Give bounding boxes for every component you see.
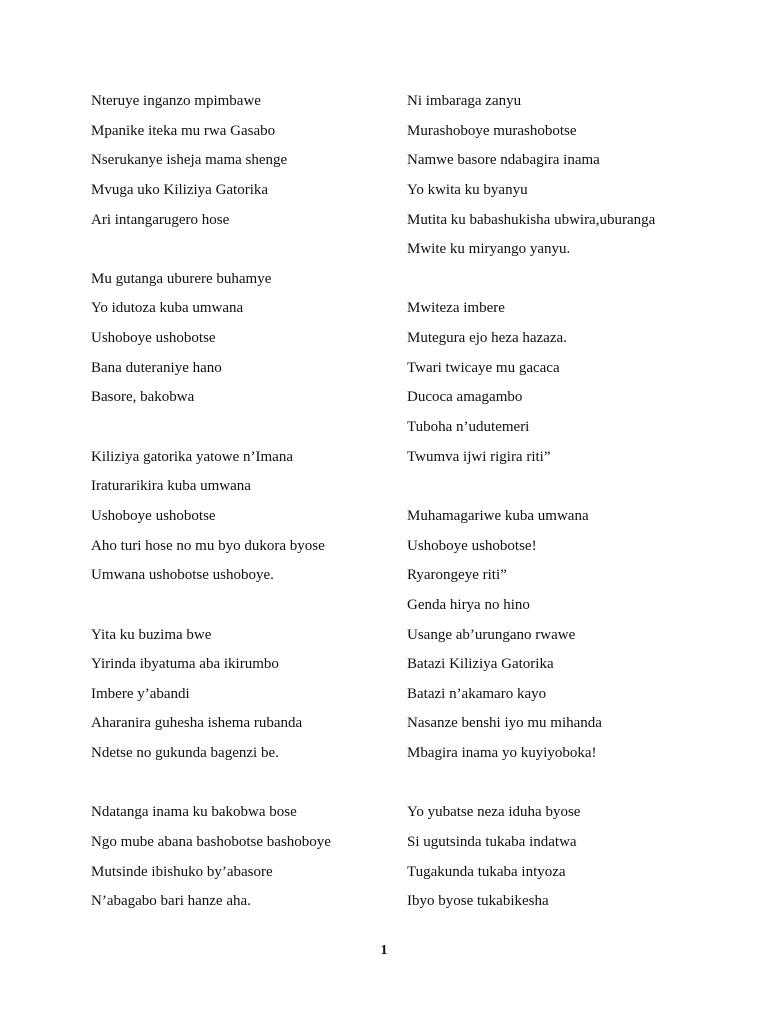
poem-line: Ushoboye ushobotse: [91, 330, 216, 347]
poem-line: Yirinda ibyatuma aba ikirumbo: [91, 656, 279, 673]
poem-line: Mu gutanga uburere buhamye: [91, 270, 272, 287]
poem-line: Imbere y’abandi: [91, 685, 190, 702]
poem-line: Si ugutsinda tukaba indatwa: [407, 834, 577, 851]
stanza-break: [91, 413, 421, 443]
poem-line: Ushoboye ushobotse!: [407, 537, 537, 554]
poem-line: Ushoboye ushobotse: [91, 507, 216, 524]
poem-line: Ryarongeye riti”: [407, 567, 507, 584]
poem-line: Ni imbaraga zanyu: [407, 93, 522, 109]
poem-line: Yo yubatse neza iduha byose: [407, 804, 581, 821]
poem-line: Muhamagariwe kuba umwana: [407, 507, 589, 524]
poem-line: Twari twicaye mu gacaca: [407, 359, 560, 376]
poem-line: Umwana ushobotse ushoboye.: [91, 567, 274, 584]
poem-line: Namwe basore ndabagira inama: [407, 152, 600, 169]
poem-line: Genda hirya no hino: [407, 596, 530, 613]
poem-line: Mvuga uko Kiliziya Gatorika: [91, 181, 269, 198]
stanza-break: [407, 472, 747, 502]
poem-line: Nasanze benshi iyo mu mihanda: [407, 715, 602, 732]
poem-line: Mutegura ejo heza hazaza.: [407, 330, 567, 347]
poem-line: Ibyo byose tukabikesha: [407, 893, 549, 910]
poem-line: Mpanike iteka mu rwa Gasabo: [91, 122, 276, 139]
stanza-break: [407, 769, 747, 799]
poem-line: Yo kwita ku byanyu: [407, 181, 528, 198]
poem-line: Ngo mube abana bashobotse bashoboye: [91, 834, 331, 851]
poem-line: Murashoboye murashobotse: [407, 122, 577, 139]
poem-line: Mwite ku miryango yanyu.: [407, 241, 571, 258]
poem-line: Mutsinde ibishuko by’abasore: [91, 863, 273, 880]
poem-line: Ducoca amagambo: [407, 389, 523, 406]
poem-line: Aho turi hose no mu byo dukora byose: [91, 537, 325, 554]
poem-line: Ndatanga inama ku bakobwa bose: [91, 804, 297, 821]
poem-line: Aharanira guhesha ishema rubanda: [91, 715, 303, 732]
poem-line: Tuboha n’udutemeri: [407, 419, 530, 436]
poem-line: Batazi n’akamaro kayo: [407, 685, 547, 702]
stanza-break: [91, 769, 421, 799]
poem-line: Tugakunda tukaba intyoza: [407, 863, 566, 880]
stanza-break: [407, 265, 747, 295]
poem-line: Batazi Kiliziya Gatorika: [407, 656, 554, 673]
poem-line: N’abagabo bari hanze aha.: [91, 893, 251, 910]
poem-line: Ari intangarugero hose: [91, 211, 230, 228]
poem-left-column: [91, 87, 421, 917]
stanza-break: [91, 235, 421, 265]
page-number: 1: [380, 943, 388, 958]
poem-line: Mutita ku babashukisha ubwira,uburanga: [407, 211, 656, 228]
poem-line: Basore, bakobwa: [91, 389, 195, 406]
poem-line: Usange ab’urungano rwawe: [407, 626, 576, 643]
poem-line: Mwiteza imbere: [407, 300, 505, 317]
poem-line: Kiliziya gatorika yatowe n’Imana: [91, 448, 294, 465]
poem-line: Nteruye inganzo mpimbawe: [91, 93, 261, 109]
poem-line: Bana duteraniye hano: [91, 359, 222, 376]
poem-line: Yita ku buzima bwe: [91, 626, 212, 643]
poem-line: Yo idutoza kuba umwana: [91, 300, 244, 317]
poem-line: Nserukanye isheja mama shenge: [91, 152, 288, 169]
stanza-break: [91, 591, 421, 621]
poem-line: Twumva ijwi rigira riti”: [407, 448, 551, 465]
poem-right-column: [407, 87, 747, 917]
poem-line: Mbagira inama yo kuyiyoboka!: [407, 745, 597, 762]
poem-line: Iraturarikira kuba umwana: [91, 478, 251, 495]
poem-line: Ndetse no gukunda bagenzi be.: [91, 745, 279, 762]
